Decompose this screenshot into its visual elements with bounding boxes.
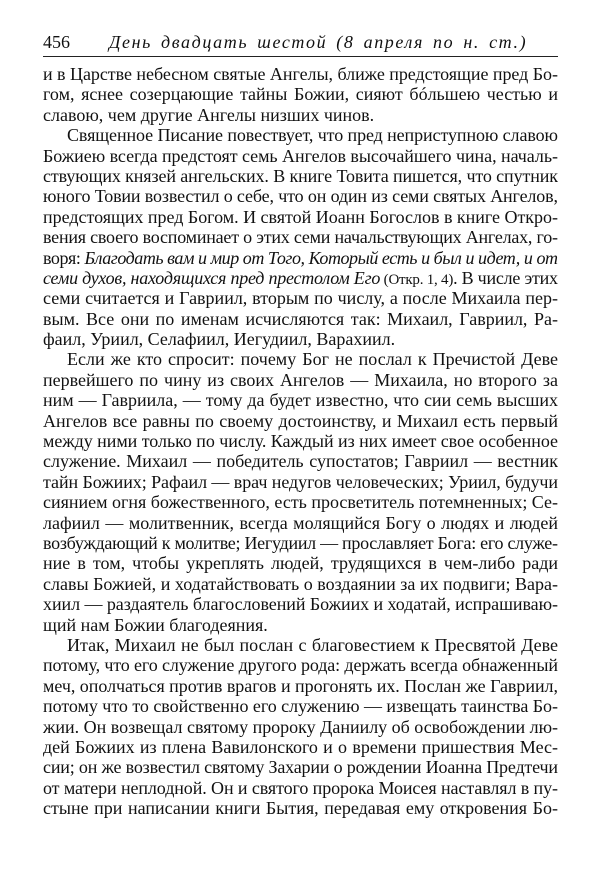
scripture-quote: семи духов, находящихся пред престолом Его (43, 267, 381, 288)
page-number: 456 (43, 32, 70, 52)
text-line (43, 451, 558, 471)
text-line-content: жии. Он возвещал святому пророку Даниилу об освобождении лю- (43, 716, 558, 737)
text-line-content: потому, что его служение другого рода: держать всегда обнаженный (43, 655, 558, 676)
text-line (43, 227, 558, 247)
text-line-content: возбуждающий к молитве; Иегудиил — прославляет Бога: его служе- (43, 532, 558, 553)
text-line-content: Божиею всегда предстоят семь Ангелов высочайшего чина, началь- (43, 145, 558, 166)
text-line (43, 370, 558, 390)
text-line (43, 349, 558, 369)
text-line-content: ствующих князей ангельских. В книге Товита пишется, что спутник (43, 165, 558, 186)
text-line-content: потому что то свойственно его служению — извещать таинства Бо- (43, 696, 558, 717)
text-line-content: меч, ополчаться против врагов и прогонять их. Послан же Гавриил, (43, 675, 558, 696)
text-segment: . В числе этих (453, 267, 558, 288)
scripture-reference: (Откр. 1, 4) (380, 271, 454, 288)
text-line-content: тайн Божиих; Рафаил — врач недугов человеческих; Уриил, будучи (43, 471, 558, 492)
text-line-content: Итак, Михаил не был послан с благовестием к Пресвятой Деве (67, 634, 558, 655)
scripture-quote: Благодать вам и мир от Того, Который есть и был и идет, и от (84, 247, 558, 268)
paragraph (43, 125, 558, 349)
text-line (43, 411, 558, 431)
text-line-content: Ангелов все равны по своему достоинству, и Михаил есть первый (43, 410, 558, 431)
text-line (43, 717, 558, 737)
text-line (43, 146, 558, 166)
text-line (43, 655, 558, 675)
text-line (43, 186, 558, 206)
text-line (43, 472, 558, 492)
text-line (43, 288, 558, 308)
text-line (43, 594, 558, 614)
text-line-content: от матери неплодной. Он и святого пророка Моисея наставлял в пу- (43, 777, 558, 798)
text-line (43, 431, 558, 451)
text-line-content: юного Товии возвестил о себе, что он один из семи святых Ангелов, (43, 186, 558, 207)
text-line-content (43, 268, 558, 290)
text-line-content: семи считается и Гавриил, вторым по числу, а после Михаила пер- (43, 288, 558, 309)
text-line-content: служение. Михаил — победитель супостатов; Гавриил — вестник (43, 451, 558, 472)
text-line (43, 615, 558, 635)
paragraph (43, 349, 558, 634)
text-line-content: щий нам Божии благодеяния. (43, 614, 268, 635)
text-line-content: первейшего по чину из своих Ангелов — Михаила, но второго за (43, 369, 558, 390)
text-line (43, 207, 558, 227)
text-line (43, 757, 558, 777)
text-line-content: фаил, Уриил, Селафиил, Иегудиил, Варахиил. (43, 329, 396, 350)
text-line-content: ним — Гавриила, — тому да будет известно, что сии семь высших (43, 390, 558, 411)
text-line (43, 125, 558, 145)
text-line (43, 64, 558, 84)
paragraph (43, 635, 558, 819)
text-line-content (43, 248, 558, 268)
running-title: День двадцать шестой (8 апреля по н. ст.) (109, 32, 528, 52)
text-line-content: сии; он же возвестил святому Захарии о рождении Иоанна Предтечи (43, 757, 558, 778)
text-line (43, 676, 558, 696)
text-line (43, 533, 558, 553)
text-line (43, 309, 558, 329)
text-line-content: ние в том, чтобы укреплять людей, трудящихся в чем-либо ради (43, 553, 558, 574)
text-line (43, 248, 558, 268)
text-line (43, 635, 558, 655)
text-line (43, 105, 558, 125)
text-line-content: лафиил — молитвенник, всегда молящийся Богу о людях и людей (43, 512, 558, 533)
text-line (43, 329, 558, 349)
text-line-content: между ними только по числу. Каждый из них имеет свое особенное (43, 431, 558, 452)
text-line (43, 513, 558, 533)
text-line (43, 84, 558, 104)
text-line (43, 696, 558, 716)
text-line-content: предстоящих пред Богом. И святой Иоанн Богослов в книге Откро- (43, 206, 558, 227)
text-line (43, 390, 558, 410)
text-line-content: вения своего воспоминает о этих семи начальствующих Ангелах, го- (43, 227, 558, 248)
text-line-content: Если же кто спросит: почему Бог не послал к Пречистой Деве (67, 349, 558, 370)
text-line-content: славою, чем другие Ангелы низших чинов. (43, 104, 375, 125)
body-text (43, 64, 558, 818)
text-line-content: вым. Все они по именам исчисляются так: Михаил, Гавриил, Ра- (43, 308, 558, 329)
text-line-content: стыне при написании книги Бытия, передавая ему откровения Бо- (43, 798, 558, 819)
text-line-content: сиянием огня божественного, есть просветитель потемненных; Се- (43, 492, 558, 513)
text-line (43, 574, 558, 594)
text-line-content: хиил — раздаятель благословений Божиих и ходатай, испрашиваю- (43, 594, 558, 615)
text-line (43, 798, 558, 818)
text-segment: воря: (43, 247, 85, 268)
text-line (43, 778, 558, 798)
running-header (43, 30, 558, 57)
text-line-content: и в Царстве небесном святые Ангелы, ближе предстоящие пред Бо- (43, 64, 558, 84)
paragraph (43, 64, 558, 125)
text-line-content: славы Божией, и ходатайствовать о воздаянии за их подвиги; Вара- (43, 573, 558, 594)
text-line-content: гом, яснее созерцающие тайны Божии, сияют бóльшею честью и (43, 84, 558, 105)
text-line (43, 268, 558, 288)
text-line (43, 492, 558, 512)
text-line (43, 737, 558, 757)
text-line (43, 166, 558, 186)
text-line-content: дей Божиих из плена Вавилонского и о времени пришествия Мес- (43, 736, 558, 757)
text-line-content: Священное Писание повествует, что пред неприступною славою (67, 125, 558, 146)
text-line (43, 553, 558, 573)
